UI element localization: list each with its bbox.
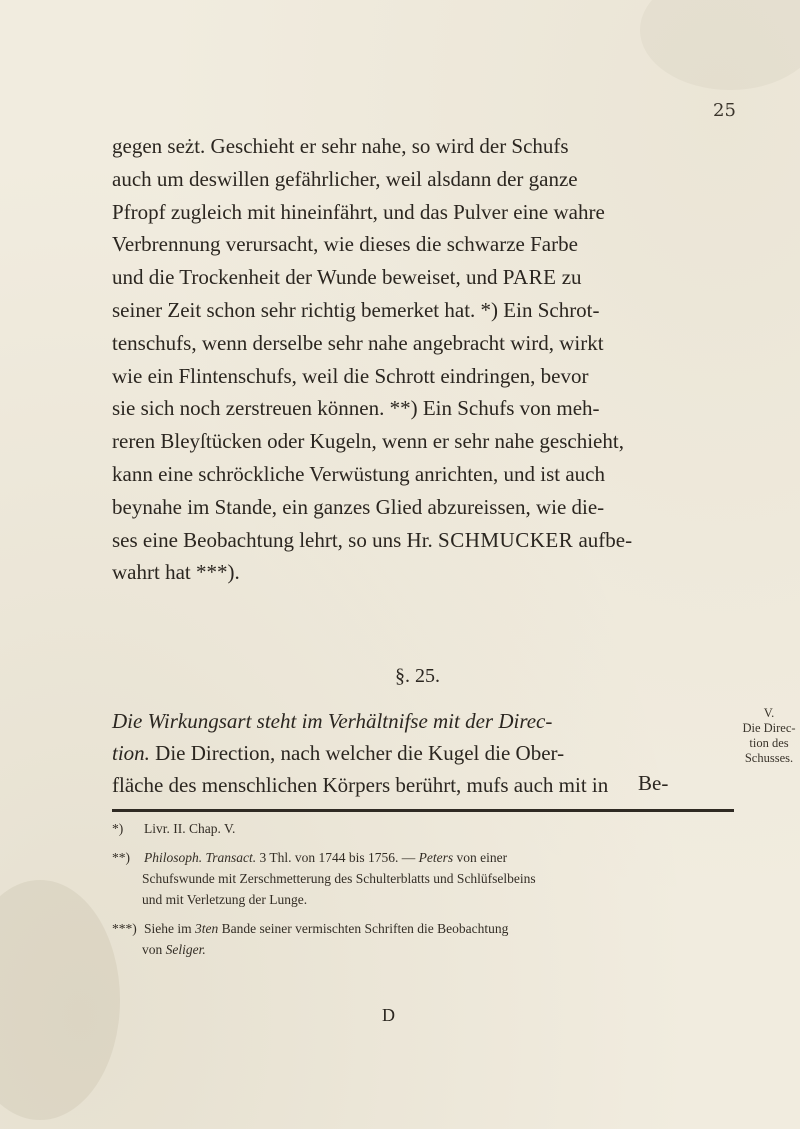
footnote-text: von bbox=[142, 942, 163, 957]
body-line: seiner Zeit schon sehr richtig bemerket hat. *) Ein Schrot- bbox=[112, 297, 600, 322]
signature-mark: D bbox=[382, 1005, 395, 1025]
footnote-text: Siehe im bbox=[144, 921, 192, 936]
footnote-text: 3 Thl. von 1744 bis 1756. — bbox=[259, 850, 416, 865]
body-line: fläche des menschlichen Körpers berührt, mufs auch mit in bbox=[112, 773, 609, 797]
body-line: aufbe- bbox=[578, 527, 633, 552]
body-line: wie ein Flintenschufs, weil die Schrott eindringen, bevor bbox=[112, 363, 589, 388]
section-heading: §. 25. bbox=[395, 665, 440, 687]
footnote-mark: ***) bbox=[112, 921, 137, 936]
body-line: Pfropf zugleich mit hineinfährt, und das Pulver eine wahre bbox=[112, 199, 605, 224]
footnote-3 bbox=[112, 918, 734, 960]
body-line: wahrt hat ***). bbox=[112, 560, 240, 585]
footnotes bbox=[112, 818, 734, 968]
body-line: tenschufs, wenn derselbe sehr nahe angebracht wird, wirkt bbox=[112, 330, 604, 355]
footnote-text: Bande seiner vermischten Schriften die Beobachtung bbox=[221, 921, 509, 936]
catch-word: Be- bbox=[638, 771, 669, 795]
footnote-1 bbox=[112, 818, 734, 839]
footnote-divider bbox=[112, 809, 734, 812]
page-number: 25 bbox=[713, 100, 736, 121]
author-name-pare: PARE bbox=[502, 265, 557, 290]
body-line: auch um deswillen gefährlicher, weil alsdann der ganze bbox=[112, 166, 578, 191]
footnote-source: Philosoph. Transact. bbox=[144, 850, 257, 865]
body-line: beynahe im Stande, ein ganzes Glied abzureissen, wie die- bbox=[112, 494, 605, 519]
footnote-mark: *) bbox=[112, 821, 124, 836]
section-title-italic: tion. bbox=[112, 741, 150, 765]
body-line: Verbrennung verursacht, wie dieses die schwarze Farbe bbox=[112, 232, 578, 257]
footnote-text: Schufswunde mit Zerschmetterung des Schulterblatts und Schlüfselbeins bbox=[142, 871, 536, 886]
footnote-text: und mit Verletzung der Lunge. bbox=[142, 892, 308, 907]
margin-note-line: Die Direc- bbox=[742, 721, 796, 735]
margin-note-line: Schusses. bbox=[744, 751, 794, 765]
body-line: ses eine Beobachtung lehrt, so uns Hr. bbox=[112, 527, 433, 552]
margin-note-line: V. bbox=[763, 706, 775, 720]
section-title-italic: Die Wirkungsart steht im Verhältnifse mit der Direc- bbox=[112, 709, 553, 733]
body-line: Die Direction, nach welcher die Kugel die Ober- bbox=[155, 741, 565, 765]
footnote-2 bbox=[112, 847, 734, 910]
body-line: zu bbox=[561, 265, 582, 290]
body-line: kann eine schröckliche Verwüstung anrichten, und ist auch bbox=[112, 461, 605, 486]
footnote-text: Livr. II. Chap. V. bbox=[144, 821, 236, 836]
body-line: sie sich noch zerstreuen können. **) Ein Schufs von meh- bbox=[112, 396, 600, 421]
author-name-schmucker: SCHMUCKER bbox=[438, 527, 574, 552]
footnote-author: Seliger. bbox=[165, 942, 206, 957]
footnote-volume: 3ten bbox=[195, 921, 219, 936]
body-line: und die Trockenheit der Wunde beweiset, und bbox=[112, 265, 498, 290]
footnote-line bbox=[112, 939, 734, 960]
body-line: gegen seżt. Geschieht er sehr nahe, so wird der Schufs bbox=[112, 134, 569, 158]
body-paragraph bbox=[112, 130, 730, 589]
paper-stain bbox=[0, 880, 120, 1120]
footnote-mark: **) bbox=[112, 850, 130, 865]
margin-note-line: tion des bbox=[749, 736, 789, 750]
body-line: reren Bleyſtücken oder Kugeln, wenn er sehr nahe geschieht, bbox=[112, 429, 624, 454]
footnote-author: Peters bbox=[418, 850, 454, 865]
paper-stain bbox=[640, 0, 800, 90]
margin-note bbox=[738, 706, 800, 766]
footnote-text: von einer bbox=[456, 850, 508, 865]
